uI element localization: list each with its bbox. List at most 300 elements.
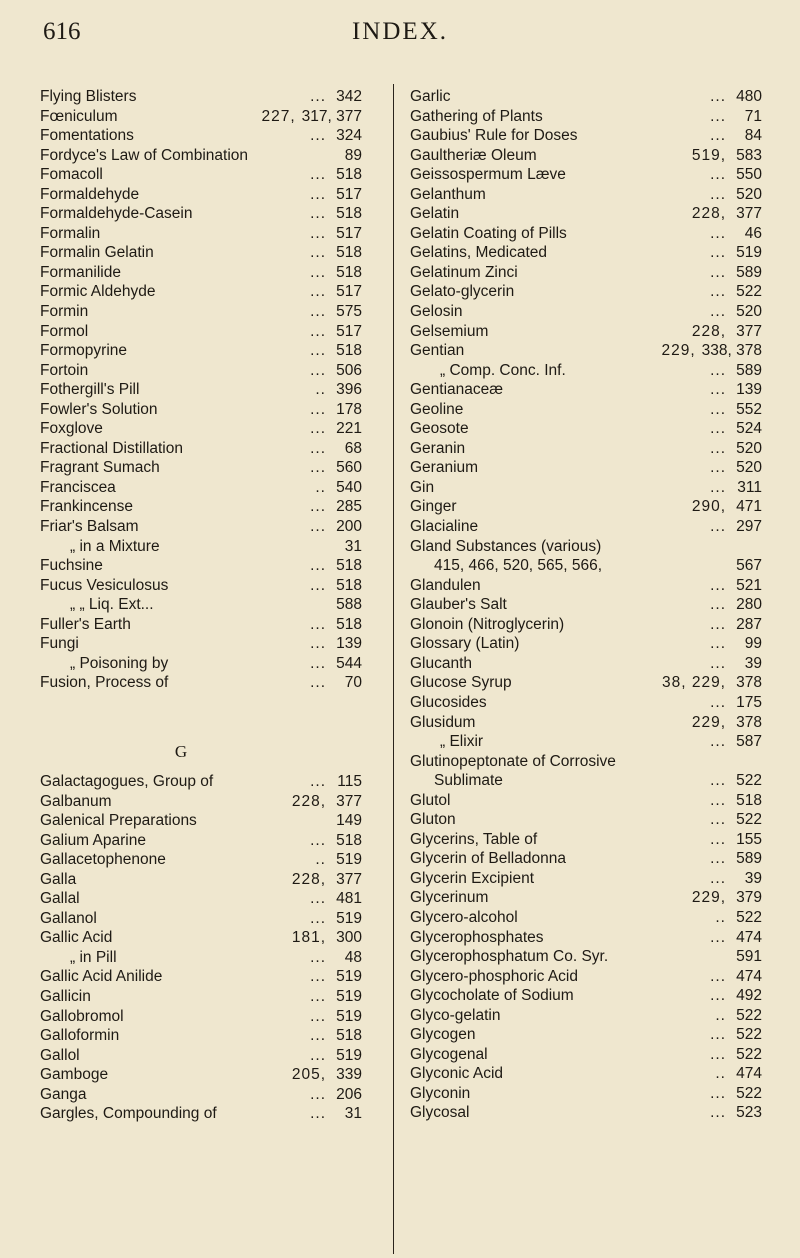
entry-label: Fucus Vesiculosus	[40, 576, 169, 594]
entry-pages: 506	[336, 361, 362, 379]
index-entry	[410, 615, 762, 635]
entry-pages: 39	[744, 869, 762, 887]
entry-label: Gargles, Compounding of	[40, 1105, 217, 1123]
index-entry	[410, 107, 762, 127]
entry-label: Formic Aldehyde	[40, 283, 156, 301]
entry-pages: 377	[336, 792, 362, 810]
entry-label: Fuchsine	[40, 557, 103, 575]
entry-label: Geissospermum Læve	[410, 166, 566, 184]
entry-leader: ...	[710, 654, 726, 672]
entry-label: Gin	[410, 478, 435, 496]
index-entry	[410, 282, 762, 302]
entry-pages: 474	[736, 928, 762, 946]
index-entry	[40, 497, 362, 517]
entry-leader: ...	[710, 693, 726, 711]
entry-label: Glauber's Salt	[410, 596, 507, 614]
index-entry	[410, 654, 762, 674]
entry-label: Fusion, Process of	[40, 674, 169, 692]
entry-leader: ...	[710, 518, 726, 536]
entry-leader: ..	[315, 851, 326, 869]
index-entry	[40, 870, 362, 890]
entry-pages: 377	[736, 205, 762, 223]
index-entry	[40, 224, 362, 244]
index-entry	[410, 87, 762, 107]
entry-pages: 522	[736, 811, 762, 829]
entry-leader: ...	[710, 478, 726, 496]
entry-pages: 285	[336, 498, 362, 516]
entry-leader	[608, 947, 732, 967]
entry-leader: ...	[710, 303, 726, 321]
entry-pages: 300	[336, 929, 362, 947]
entry-leader: 229,	[661, 342, 696, 360]
entry-label: Gelatin Coating of Pills	[410, 224, 567, 242]
entry-pages: 517	[336, 185, 362, 203]
entry-leader: ...	[710, 615, 726, 633]
entry-pages: 139	[336, 635, 362, 653]
entry-leader: ...	[710, 381, 726, 399]
index-entry	[410, 810, 762, 830]
entry-leader: ..	[715, 1006, 726, 1024]
entry-leader: ...	[710, 987, 726, 1005]
index-entry	[40, 1026, 362, 1046]
entry-label: Fomentations	[40, 127, 134, 145]
entry-label: Geosote	[410, 420, 469, 438]
entry-leader: ...	[310, 909, 326, 927]
entry-label: Glycerins, Table of	[410, 830, 538, 848]
entry-label: Gelatins, Medicated	[410, 244, 547, 262]
index-entry	[40, 987, 362, 1007]
index-entry	[410, 243, 762, 263]
entry-pages: 175	[736, 693, 762, 711]
entry-pages: 520	[736, 459, 762, 477]
entry-pages: 178	[336, 400, 362, 418]
entry-pages: 48	[344, 948, 362, 966]
entry-leader: ...	[310, 968, 326, 986]
index-list-g	[40, 772, 362, 1124]
entry-leader: ...	[710, 185, 726, 203]
entry-label: Sublimate	[434, 772, 503, 790]
entry-leader: ...	[710, 1045, 726, 1063]
entry-label: Gallic Acid Anilide	[40, 968, 163, 986]
page-header	[0, 18, 800, 58]
entry-pages: 519	[336, 851, 362, 869]
page-number: 616	[43, 18, 81, 45]
entry-pages: 46	[744, 224, 762, 242]
entry-pages: 31	[344, 537, 362, 555]
column-divider	[393, 84, 394, 1254]
entry-leader: ..	[315, 478, 326, 496]
entry-pages: 149	[336, 812, 362, 830]
entry-pages: 377	[336, 870, 362, 888]
entry-pages: 540	[336, 478, 362, 496]
index-entry	[410, 673, 762, 693]
index-entry	[40, 263, 362, 283]
entry-label: „ Poisoning by	[70, 654, 169, 672]
index-entry	[410, 341, 762, 361]
entry-pages: 544	[336, 654, 362, 672]
index-entry	[410, 908, 762, 928]
index-entry	[410, 126, 762, 146]
index-entry	[40, 107, 362, 127]
entry-leader: 228,	[691, 322, 726, 340]
entry-label: Gallanol	[40, 909, 97, 927]
entry-pages: 311	[737, 478, 762, 496]
index-entry	[410, 1103, 762, 1123]
entry-leader: 229,	[691, 889, 726, 907]
entry-pages: 324	[336, 127, 362, 145]
index-entry	[410, 986, 762, 1006]
index-column-right	[410, 87, 762, 1123]
index-entry	[40, 1007, 362, 1027]
entry-label: Gallal	[40, 890, 80, 908]
entry-leader: ...	[710, 791, 726, 809]
entry-label: Geranium	[410, 459, 479, 477]
index-entry	[410, 185, 762, 205]
entry-pages: 379	[736, 889, 762, 907]
entry-pages: 519	[336, 909, 362, 927]
entry-leader: ...	[310, 518, 326, 536]
index-entry	[40, 517, 362, 537]
entry-leader: ...	[310, 224, 326, 242]
entry-label: Gallacetophenone	[40, 851, 166, 869]
entry-pages: 492	[736, 987, 762, 1005]
index-entry	[40, 792, 362, 812]
entry-label: Glycerin Excipient	[410, 869, 535, 887]
entry-pages: 339	[336, 1066, 362, 1084]
index-entry	[410, 830, 762, 850]
index-entry	[40, 595, 362, 615]
entry-pages: 522	[736, 1026, 762, 1044]
index-entry	[40, 811, 362, 831]
entry-leader: ...	[310, 987, 326, 1005]
entry-pages: 287	[736, 615, 762, 633]
entry-leader: 228,	[291, 870, 326, 888]
entry-label: Gelosin	[410, 303, 463, 321]
entry-leader: ...	[310, 322, 326, 340]
index-entry	[410, 497, 762, 517]
entry-pages: 297	[736, 518, 762, 536]
index-entry	[40, 831, 362, 851]
index-entry	[40, 948, 362, 968]
index-entry	[410, 1064, 762, 1084]
entry-label: Glycosal	[410, 1104, 470, 1122]
entry-leader: ...	[710, 263, 726, 281]
entry-leader	[248, 146, 332, 166]
index-entry	[40, 1046, 362, 1066]
entry-label: Galla	[40, 870, 77, 888]
entry-leader: ...	[310, 439, 326, 457]
entry-label: Gelato-glycerin	[410, 283, 515, 301]
entry-pages: 518	[336, 831, 362, 849]
entry-leader: ...	[310, 400, 326, 418]
index-entry	[410, 771, 762, 791]
entry-leader	[197, 811, 332, 831]
entry-leader: ...	[310, 615, 326, 633]
entry-label: Glucanth	[410, 654, 473, 672]
index-entry	[40, 400, 362, 420]
index-entry	[410, 967, 762, 987]
entry-label: Fractional Distillation	[40, 439, 183, 457]
index-entry	[40, 556, 362, 576]
entry-label: Formaldehyde-Casein	[40, 205, 193, 223]
entry-leader: ...	[310, 1046, 326, 1064]
index-entry	[410, 634, 762, 654]
index-entry	[410, 458, 762, 478]
entry-pages: 518	[336, 166, 362, 184]
entry-leader: ...	[710, 361, 726, 379]
entry-pages: 518	[336, 263, 362, 281]
index-entry	[410, 1006, 762, 1026]
entry-leader: ...	[310, 303, 326, 321]
entry-leader: 38, 229,	[661, 674, 726, 692]
entry-leader: ...	[710, 830, 726, 848]
entry-pages: 520	[736, 185, 762, 203]
index-entry	[410, 517, 762, 537]
entry-label: Glutol	[410, 791, 451, 809]
entry-leader: ...	[710, 166, 726, 184]
entry-label: Formopyrine	[40, 342, 127, 360]
entry-pages: 519	[336, 1046, 362, 1064]
index-entry	[40, 537, 362, 557]
entry-label: Glucose Syrup	[410, 674, 512, 692]
entry-pages: 280	[736, 596, 762, 614]
entry-label: Glacialine	[410, 518, 479, 536]
index-entry	[410, 400, 762, 420]
entry-leader: ...	[310, 772, 326, 790]
entry-label: Gluton	[410, 811, 456, 829]
entry-pages: 519	[336, 987, 362, 1005]
entry-leader: ...	[710, 459, 726, 477]
index-entry	[40, 615, 362, 635]
entry-pages	[732, 752, 762, 772]
entry-leader: ...	[710, 400, 726, 418]
entry-leader: ...	[310, 127, 326, 145]
entry-leader: 181,	[291, 929, 326, 947]
entry-leader: 228,	[291, 792, 326, 810]
entry-label: Garlic	[410, 88, 451, 105]
index-entry	[410, 752, 762, 772]
index-entry	[410, 204, 762, 224]
entry-pages: 522	[736, 1006, 762, 1024]
index-entry	[410, 576, 762, 596]
entry-pages: 518	[336, 557, 362, 575]
entry-leader: ...	[310, 459, 326, 477]
index-entry	[410, 537, 762, 557]
entry-leader: 205,	[291, 1066, 326, 1084]
entry-leader: ...	[710, 1084, 726, 1102]
entry-leader: ...	[310, 342, 326, 360]
entry-pages: 518	[336, 342, 362, 360]
entry-leader	[616, 752, 732, 772]
entry-pages: 552	[736, 400, 762, 418]
entry-label: Gelsemium	[410, 322, 489, 340]
entry-pages: 517	[336, 283, 362, 301]
entry-leader: ...	[310, 948, 326, 966]
entry-label: Glycero-phosphoric Acid	[410, 967, 578, 985]
entry-leader: ...	[310, 1085, 326, 1103]
entry-pages: 342	[336, 88, 362, 105]
entry-label: „ Comp. Conc. Inf.	[440, 361, 566, 379]
index-entry	[410, 693, 762, 713]
entry-pages: 518	[336, 205, 362, 223]
entry-leader: ..	[715, 908, 726, 926]
index-entry	[40, 439, 362, 459]
entry-leader: ...	[310, 890, 326, 908]
entry-leader: ...	[310, 1105, 326, 1123]
index-entry	[40, 341, 362, 361]
entry-pages: 588	[336, 596, 362, 614]
index-entry	[40, 322, 362, 342]
index-entry	[40, 243, 362, 263]
index-entry	[410, 419, 762, 439]
entry-label: „ in a Mixture	[70, 537, 160, 555]
entry-label: Glyco-gelatin	[410, 1006, 501, 1024]
entry-label: Galactagogues, Group of	[40, 772, 214, 790]
entry-leader: ...	[710, 772, 726, 790]
entry-label: Gland Substances (various)	[410, 537, 602, 555]
index-entry	[410, 361, 762, 381]
entry-pages: 377	[736, 322, 762, 340]
entry-label: Fœniculum	[40, 107, 118, 125]
entry-leader: ...	[710, 1104, 726, 1122]
section-gap	[40, 693, 362, 732]
index-entry	[410, 556, 762, 576]
index-entry	[410, 302, 762, 322]
entry-label: Frankincense	[40, 498, 134, 516]
index-entry	[410, 1025, 762, 1045]
entry-leader: ...	[310, 361, 326, 379]
entry-pages: 575	[336, 303, 362, 321]
entry-pages: 591	[736, 948, 762, 966]
entry-leader: ...	[710, 283, 726, 301]
entry-label: Glucosides	[410, 693, 487, 711]
entry-pages: 560	[336, 459, 362, 477]
entry-label: „ Elixir	[440, 733, 484, 751]
entry-label: Formin	[40, 303, 89, 321]
entry-pages: 583	[736, 146, 762, 164]
entry-leader: ...	[710, 576, 726, 594]
entry-pages: 68	[344, 439, 362, 457]
entry-pages: 519	[736, 244, 762, 262]
index-entry	[40, 1065, 362, 1085]
index-entry	[410, 478, 762, 498]
entry-label: Geoline	[410, 400, 464, 418]
entry-pages: 518	[736, 791, 762, 809]
entry-pages: 71	[744, 107, 762, 125]
entry-label: Friar's Balsam	[40, 518, 139, 536]
entry-label: Gaultheriæ Oleum	[410, 146, 537, 164]
entry-leader: ...	[310, 420, 326, 438]
entry-label: Flying Blisters	[40, 88, 137, 105]
entry-label: Franciscea	[40, 478, 116, 496]
entry-pages: 378	[736, 674, 762, 692]
entry-leader: ...	[710, 850, 726, 868]
entry-leader	[601, 537, 732, 557]
entry-leader: ...	[310, 205, 326, 223]
entry-leader: ...	[310, 576, 326, 594]
entry-pages: 221	[336, 420, 362, 438]
entry-pages: 520	[736, 439, 762, 457]
entry-label: Gathering of Plants	[410, 107, 543, 125]
entry-label: 415, 466, 520, 565, 566,	[434, 557, 603, 575]
entry-leader: ...	[710, 967, 726, 985]
entry-label: Gelatin	[410, 205, 460, 223]
entry-leader	[160, 537, 332, 557]
entry-leader: ...	[310, 283, 326, 301]
entry-pages: 519	[336, 1007, 362, 1025]
entry-label: Formol	[40, 322, 89, 340]
entry-leader: ...	[710, 127, 726, 145]
entry-pages: 99	[744, 635, 762, 653]
index-entry	[410, 1045, 762, 1065]
entry-pages: 396	[336, 381, 362, 399]
entry-pages: 550	[736, 166, 762, 184]
entry-leader: ..	[715, 1065, 726, 1083]
section-letter-g: G	[174, 741, 188, 761]
entry-leader: 227,	[261, 107, 296, 125]
entry-leader: ...	[710, 224, 726, 242]
entry-label: Fortoin	[40, 361, 89, 379]
entry-label: Glycero-alcohol	[410, 908, 518, 926]
entry-leader: ...	[310, 654, 326, 672]
entry-pages: 523	[736, 1104, 762, 1122]
entry-label: Formaldehyde	[40, 185, 140, 203]
entry-leader: ...	[310, 557, 326, 575]
index-entry	[40, 204, 362, 224]
entry-pages: 521	[736, 576, 762, 594]
index-entry	[410, 791, 762, 811]
entry-leader: ...	[310, 674, 326, 692]
index-entry	[40, 1085, 362, 1105]
entry-label: Fungi	[40, 635, 79, 653]
entry-label: Glusidum	[410, 713, 476, 731]
index-entry	[410, 1084, 762, 1104]
entry-leader: ...	[710, 1026, 726, 1044]
entry-label: Glyconic Acid	[410, 1065, 504, 1083]
index-entry	[40, 126, 362, 146]
entry-leader: ...	[710, 869, 726, 887]
index-list-f	[40, 87, 362, 693]
index-entry	[40, 889, 362, 909]
entry-pages: 84	[744, 127, 762, 145]
index-entry	[40, 458, 362, 478]
entry-leader: ...	[310, 88, 326, 105]
entry-label: Glycerin of Belladonna	[410, 850, 566, 868]
entry-label: Glyconin	[410, 1084, 471, 1102]
entry-label: Gelatinum Zinci	[410, 263, 518, 281]
entry-pages: 31	[344, 1105, 362, 1123]
entry-label: Ganga	[40, 1085, 87, 1103]
entry-pages: 520	[736, 303, 762, 321]
index-entry	[410, 439, 762, 459]
entry-label: Formalin	[40, 224, 101, 242]
entry-label: Glandulen	[410, 576, 481, 594]
entry-label: „ in Pill	[70, 948, 117, 966]
index-entry	[40, 967, 362, 987]
index-entry	[410, 165, 762, 185]
index-entry	[410, 713, 762, 733]
entry-label: Gaubius' Rule for Doses	[410, 127, 578, 145]
entry-leader: 290,	[691, 498, 726, 516]
entry-label: Galbanum	[40, 792, 112, 810]
entry-label: Glycogenal	[410, 1045, 488, 1063]
index-entry	[410, 322, 762, 342]
entry-label: Gentianaceæ	[410, 381, 504, 399]
entry-pages: 481	[336, 890, 362, 908]
entry-pages: 115	[337, 772, 362, 790]
entry-label: Gallic Acid	[40, 929, 113, 947]
entry-leader: ...	[710, 88, 726, 105]
